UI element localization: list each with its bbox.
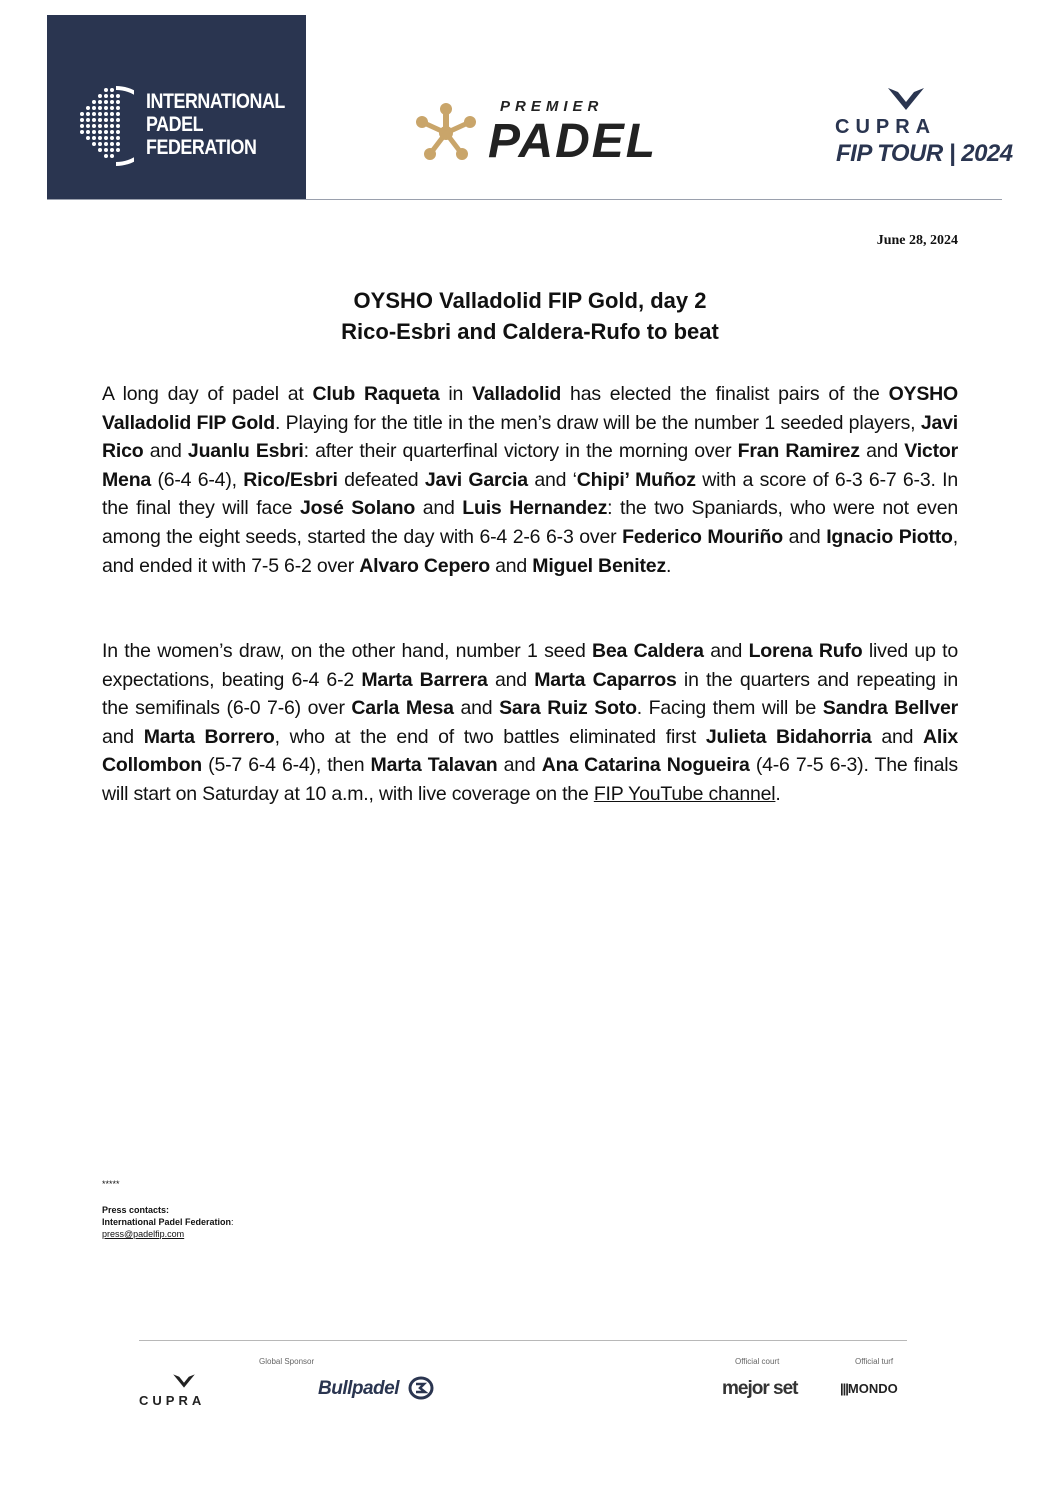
cupra-footer-icon	[172, 1372, 196, 1390]
padel-wordmark: PADEL	[488, 115, 658, 168]
header-divider	[47, 199, 1002, 200]
premier-wordmark: PREMIER	[500, 98, 604, 115]
bullpadel-logo: Bullpadel	[318, 1378, 400, 1399]
cupra-footer-logo: CUPRA	[139, 1393, 206, 1408]
mondo-logo: |||MONDO	[840, 1381, 898, 1396]
bullpadel-emblem-icon	[408, 1376, 434, 1400]
fip-tour-wordmark: FIP TOUR | 2024	[836, 140, 1013, 167]
premier-padel-star-icon	[413, 102, 479, 164]
press-org: International Padel Federation:	[102, 1217, 234, 1227]
padel-ball-icon	[76, 86, 134, 170]
cupra-triangle-icon	[886, 86, 926, 112]
subheadline: Rico-Esbri and Caldera-Rufo to beat	[341, 319, 719, 344]
press-email	[102, 1228, 184, 1240]
official-turf-label: Official turf	[855, 1357, 894, 1366]
official-court-label: Official court	[735, 1357, 780, 1366]
footer-divider	[139, 1340, 907, 1341]
ipf-wordmark: INTERNATIONAL PADEL FEDERATION	[146, 90, 285, 159]
paragraph-men: A long day of padel at Club Raqueta in Valladolid has elected the finalist pairs of the OYSHO Valladolid FIP Gold. Playing for the title in the men’s draw will be the number 1 seeded players, Javi Rico and Juanlu Esbri: after their quarterfinal victory in the morning over Fran Ramirez and Victor Mena (6-4 6-4), Rico/Esbri defeated Javi Garcia and ‘Chipi’ Muñoz with a score of 6-3 6-7 6-3. In the final they will face José Solano and Luis Hernandez: the two Spaniards, who were not even among the eight seeds, started the day with 6-4 2-6 6-3 over Federico Mouriño and Ignacio Piotto, and ended it with 7-5 6-2 over Alvaro Cepero and Miguel Benitez.	[102, 383, 959, 577]
press-email-link[interactable]: press@padelfip.com	[102, 1229, 185, 1239]
separator-stars: *****	[102, 1179, 120, 1189]
paragraph-women: In the women’s draw, on the other hand, number 1 seed Bea Caldera and Lorena Rufo lived up to expectations, beating 6-4 6-2 Marta Barrera and Marta Caparros in the quarters and repeating in the semifinals (6-0 7-6) over Carla Mesa and Sara Ruiz Soto. Facing them will be Sandra Bellver and Marta Borrero, who at the end of two battles eliminated first Julieta Bidahorria and Alix Collombon (5-7 6-4 6-4), then Marta Talavan and Ana Catarina Nogueira (4-6 7-5 6-3). The finals will start on Saturday at 10 a.m., with live coverage on the FIP YouTube channel.	[102, 640, 959, 805]
mejorset-logo: mejor set	[722, 1378, 798, 1399]
headline: OYSHO Valladolid FIP Gold, day 2	[353, 288, 707, 313]
global-sponsor-label: Global Sponsor	[259, 1357, 315, 1366]
press-contacts-label: Press contacts:	[102, 1205, 170, 1215]
release-date: June 28, 2024	[876, 233, 958, 248]
fip-youtube-link[interactable]: FIP YouTube channel	[593, 782, 776, 805]
cupra-wordmark: CUPRA	[835, 116, 937, 138]
